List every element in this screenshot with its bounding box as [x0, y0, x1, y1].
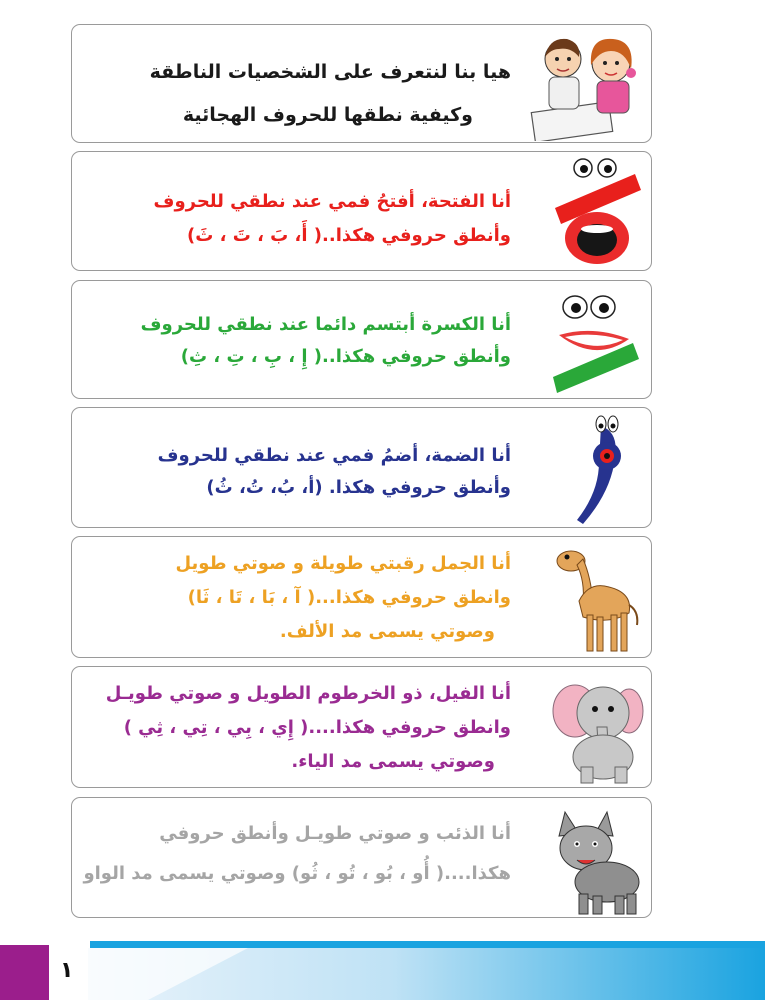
- card-line: وأنطق حروفي هكذا..( إِ ، بِ ، تِ ، ثِ): [180, 346, 511, 367]
- card-line: وأنطق حروفي هكذا..( أَ، بَ ، تَ ، ثَ): [187, 225, 511, 246]
- card-damma: [71, 407, 652, 528]
- card-kasra-text: [90, 309, 511, 373]
- card-line: أنا الفيل، ذو الخرطوم الطويل و صوتي طويـل: [105, 683, 511, 704]
- page-number: ١: [60, 958, 74, 983]
- card-line: أنا الفتحة، أفتحُ فمي عند نطقي للحروف: [153, 191, 511, 212]
- card-elephant: [71, 666, 652, 788]
- camel-icon: [549, 541, 645, 657]
- card-line: أنا الكسرة أبتسم دائما عند نطقي للحروف: [140, 314, 511, 335]
- page-tab: [0, 945, 49, 1000]
- card-wolf-text: [83, 814, 511, 894]
- card-fatha-text: [90, 185, 511, 253]
- children-reading-icon: [525, 29, 645, 141]
- kasra-smile-icon: [549, 285, 645, 397]
- card-kasra: [71, 280, 652, 399]
- card-line: أنا الضمة، أضمُ فمي عند نطقي للحروف: [157, 445, 511, 466]
- card-line: أنا الجمل رقبتي طويلة و صوتي طويل: [175, 553, 511, 574]
- card-wolf: [71, 797, 652, 918]
- card-fatha: [71, 151, 652, 271]
- card-camel-text: [90, 547, 511, 649]
- card-line: وانطق حروفي هكذا....( إِي ، بِي ، تِي ، ثِي ): [123, 717, 511, 738]
- footer-banner: [88, 948, 765, 1000]
- card-intro-text: [90, 51, 511, 137]
- card-line: وصوتي يسمى مد الألف.: [279, 621, 495, 642]
- card-elephant-text: [90, 677, 511, 779]
- card-line: هيا بنا لنتعرف على الشخصيات الناطقة: [149, 61, 511, 83]
- card-line: أنا الذئب و صوتي طويـل وأنطق حروفي: [159, 823, 511, 844]
- card-damma-text: [90, 440, 511, 504]
- damma-character-icon: [549, 412, 645, 526]
- card-line: وأنطق حروفي هكذا. (أ، بُ، تُ، ثُ): [206, 477, 511, 498]
- card-camel: [71, 536, 652, 658]
- wolf-icon: [549, 802, 645, 916]
- fatha-mouth-icon: [549, 156, 645, 268]
- card-line: وكيفية نطقها للحروف الهجائية: [182, 104, 473, 126]
- card-intro: [71, 24, 652, 143]
- card-line: هكذا....( أُو ، بُو ، تُو ، ثُو) وصوتي يسمى مد الواو: [83, 863, 511, 884]
- card-line: وانطق حروفي هكذا...( آ ، بَا ، تَا ، ثَا): [187, 587, 511, 608]
- card-line: وصوتي يسمى مد الياء.: [291, 751, 495, 772]
- elephant-icon: [545, 671, 645, 785]
